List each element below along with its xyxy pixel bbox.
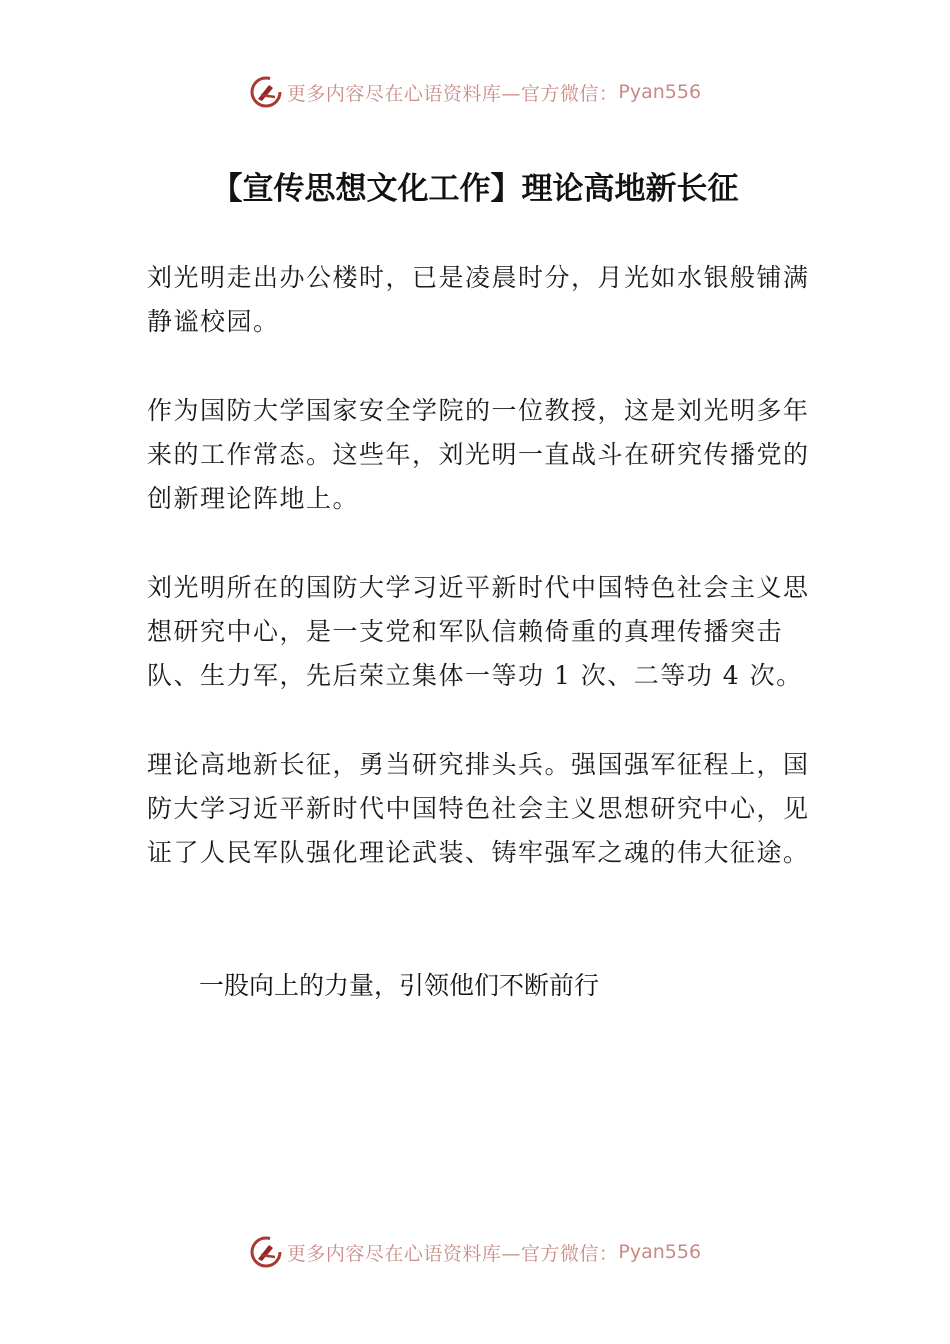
- footer-watermark: [0, 1232, 950, 1272]
- section-subheading: 一股向上的力量，引领他们不断前行: [199, 971, 600, 1000]
- paragraph: 理论高地新长征，勇当研究排头兵。强国强军征程上，国防大学习近平新时代中国特色社会主义思想研究中心，见证了人民军队强化理论武装、铸牢强军之魂的伟大征途。: [147, 750, 810, 867]
- document-title: 【宣传思想文化工作】理论高地新长征: [211, 171, 739, 207]
- paragraph: 刘光明走出办公楼时，已是凌晨时分，月光如水银般铺满静谧校园。: [147, 263, 810, 336]
- watermark-text: 更多内容尽在心语资料库—官方微信：: [286, 1242, 619, 1265]
- paragraph: 作为国防大学国家安全学院的一位教授，这是刘光明多年来的工作常态。这些年，刘光明一直战斗在研究传播党的创新理论阵地上。: [147, 396, 810, 513]
- paragraph: 刘光明所在的国防大学习近平新时代中国特色社会主义思想研究中心，是一支党和军队信赖倚重的真理传播突击队、生力军，先后荣立集体一等功 1 次、二等功 4 次。: [147, 573, 810, 690]
- brush-logo-icon: [249, 75, 283, 109]
- header-watermark: [0, 72, 950, 112]
- watermark-wechat-id: Pyan556: [618, 81, 702, 103]
- brush-logo-icon: [249, 1235, 283, 1269]
- watermark-wechat-id: Pyan556: [618, 1241, 702, 1263]
- watermark-text: 更多内容尽在心语资料库—官方微信：: [286, 82, 619, 105]
